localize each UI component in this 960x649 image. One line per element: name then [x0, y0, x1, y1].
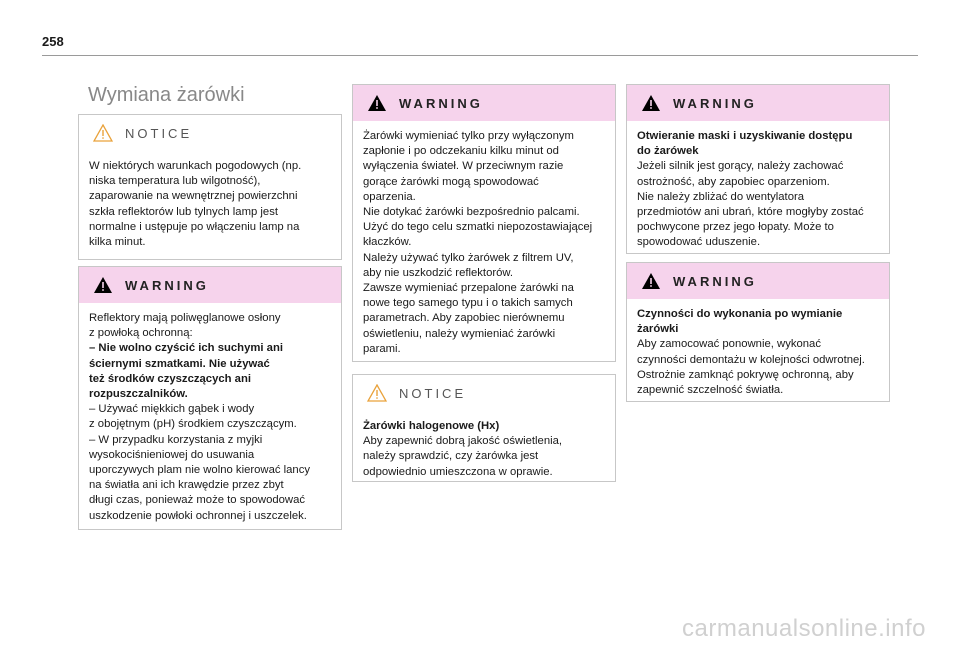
- text-line: Zawsze wymieniać przepalone żarówki na: [363, 282, 574, 295]
- warning-header: [79, 267, 341, 303]
- warning-triangle-icon: [93, 276, 113, 294]
- notice-text: [79, 151, 341, 260]
- warning-heading: Czynności do wykonania po wymianie: [637, 308, 843, 320]
- warning-box-polycarbonate: [78, 266, 342, 530]
- text-line: uporczywych plam nie wolno kierować lancy: [89, 464, 311, 477]
- page-number: 258: [42, 34, 64, 49]
- warning-triangle-icon: [641, 94, 661, 112]
- text-line: parami.: [363, 342, 401, 355]
- text-line: Jeżeli silnik jest gorący, należy zachować: [637, 160, 844, 173]
- text-line: Użyć do tego celu szmatki niepozostawiającej: [363, 221, 593, 234]
- text-line: Żarówki wymieniać tylko przy wyłączonym: [363, 130, 574, 142]
- warning-text: [79, 303, 341, 534]
- notice-header: [353, 375, 615, 411]
- notice-text: [353, 411, 615, 490]
- text-line: Aby zapewnić dobrą jakość oświetlenia,: [363, 435, 563, 448]
- text-line: Nie dotykać żarówki bezpośrednio palcami.: [363, 206, 580, 219]
- text-line: długi czas, ponieważ może to spowodować: [89, 494, 306, 507]
- warning-triangle-icon: [367, 94, 387, 112]
- text-line: zapewnić szczelność światła.: [637, 384, 784, 397]
- notice-box-halogen: [352, 374, 616, 482]
- text-line: Ostrożnie zamknąć pokrywę ochronną, aby: [637, 368, 854, 381]
- warning-box-bulb-replacement: [352, 84, 616, 362]
- caution-triangle-icon: [93, 124, 113, 142]
- text-line: zaparowanie na wewnętrznej powierzchni: [89, 190, 298, 203]
- warning-label: WARNING: [125, 277, 209, 293]
- text-line: niska temperatura lub wilgotność),: [89, 175, 261, 188]
- text-line: na światła ani ich krawędzie przez zbyt: [89, 479, 284, 492]
- warning-header: [353, 85, 615, 121]
- text-line: – Nie wolno czyścić ich suchymi ani: [89, 342, 283, 355]
- text-line: zapłonie i po odczekaniu kilku minut od: [363, 145, 559, 158]
- text-line: Należy używać tylko żarówek z filtrem UV,: [363, 251, 574, 264]
- text-line: aby nie uszkodzić reflektorów.: [363, 266, 514, 279]
- warning-header: [627, 85, 889, 121]
- text-line: odpowiednio umieszczona w oprawie.: [363, 465, 553, 478]
- text-line: kilka minut.: [89, 236, 146, 249]
- text-line: oparzenia.: [363, 190, 416, 203]
- text-line: Aby zamocować ponownie, wykonać: [637, 338, 821, 351]
- text-line: Reflektory mają poliwęglanowe osłony: [89, 312, 281, 324]
- text-line: normalne i ustępuje po włączeniu lamp na: [89, 220, 300, 233]
- text-line: przedmiotów ani ubrań, które mogłyby zostać: [637, 206, 864, 219]
- text-line: spowodować uduszenie.: [637, 236, 761, 249]
- notice-heading: Żarówki halogenowe (Hx): [363, 420, 500, 432]
- text-line: należy sprawdzić, czy żarówka jest: [363, 450, 539, 463]
- warning-triangle-icon: [641, 272, 661, 290]
- text-line: parametrach. Aby zapobiec nierównemu: [363, 312, 565, 325]
- text-line: gorące żarówki mogą spowodować: [363, 175, 539, 188]
- text-line: W niektórych warunkach pogodowych (np.: [89, 160, 302, 172]
- warning-heading: do żarówek: [637, 145, 699, 158]
- text-line: Nie należy zbliżać do wentylatora: [637, 190, 805, 203]
- warning-label: WARNING: [399, 95, 483, 111]
- watermark: carmanualsonline.info: [682, 615, 926, 642]
- notice-label: NOTICE: [125, 125, 193, 141]
- warning-text: [627, 299, 889, 408]
- warning-heading: żarówki: [637, 323, 679, 336]
- text-line: czynności demontażu w kolejności odwrotnej.: [637, 353, 865, 366]
- text-line: z obojętnym (pH) środkiem czyszczącym.: [89, 418, 297, 431]
- warning-text: [627, 121, 889, 261]
- text-line: rozpuszczalników.: [89, 388, 188, 401]
- text-line: – Używać miękkich gąbek i wody: [89, 403, 255, 416]
- text-line: wysokociśnieniowej do usuwania: [89, 448, 255, 461]
- warning-label: WARNING: [673, 273, 757, 289]
- notice-label: NOTICE: [399, 385, 467, 401]
- page-title: Wymiana żarówki: [88, 84, 245, 106]
- text-line: z powłoką ochronną:: [89, 327, 193, 340]
- text-line: – W przypadku korzystania z myjki: [89, 433, 263, 446]
- warning-box-after-replacement: [626, 262, 890, 402]
- header-rule: [42, 55, 918, 56]
- text-line: kłaczków.: [363, 236, 412, 249]
- text-line: wyłączenia świateł. W przeciwnym razie: [363, 160, 564, 173]
- warning-text: [353, 121, 615, 367]
- text-line: oświetleniu, należy wymieniać żarówki: [363, 327, 556, 340]
- caution-triangle-icon: [367, 384, 387, 402]
- text-line: też środków czyszczących ani: [89, 372, 251, 385]
- text-line: nowe tego samego typu i o takich samych: [363, 297, 573, 310]
- warning-box-hood-opening: [626, 84, 890, 254]
- warning-header: [627, 263, 889, 299]
- warning-label: WARNING: [673, 95, 757, 111]
- notice-header: [79, 115, 341, 151]
- notice-box-fogging: [78, 114, 342, 260]
- warning-heading: Otwieranie maski i uzyskiwanie dostępu: [637, 130, 853, 142]
- text-line: ściernymi szmatkami. Nie używać: [89, 357, 270, 370]
- text-line: ostrożność, aby zapobiec oparzeniom.: [637, 175, 830, 188]
- text-line: szkła reflektorów lub tylnych lamp jest: [89, 205, 278, 218]
- text-line: uszkodzenie powłoki ochronnej i uszczelek.: [89, 509, 307, 522]
- text-line: pochwycone przez jego łopaty. Może to: [637, 221, 834, 234]
